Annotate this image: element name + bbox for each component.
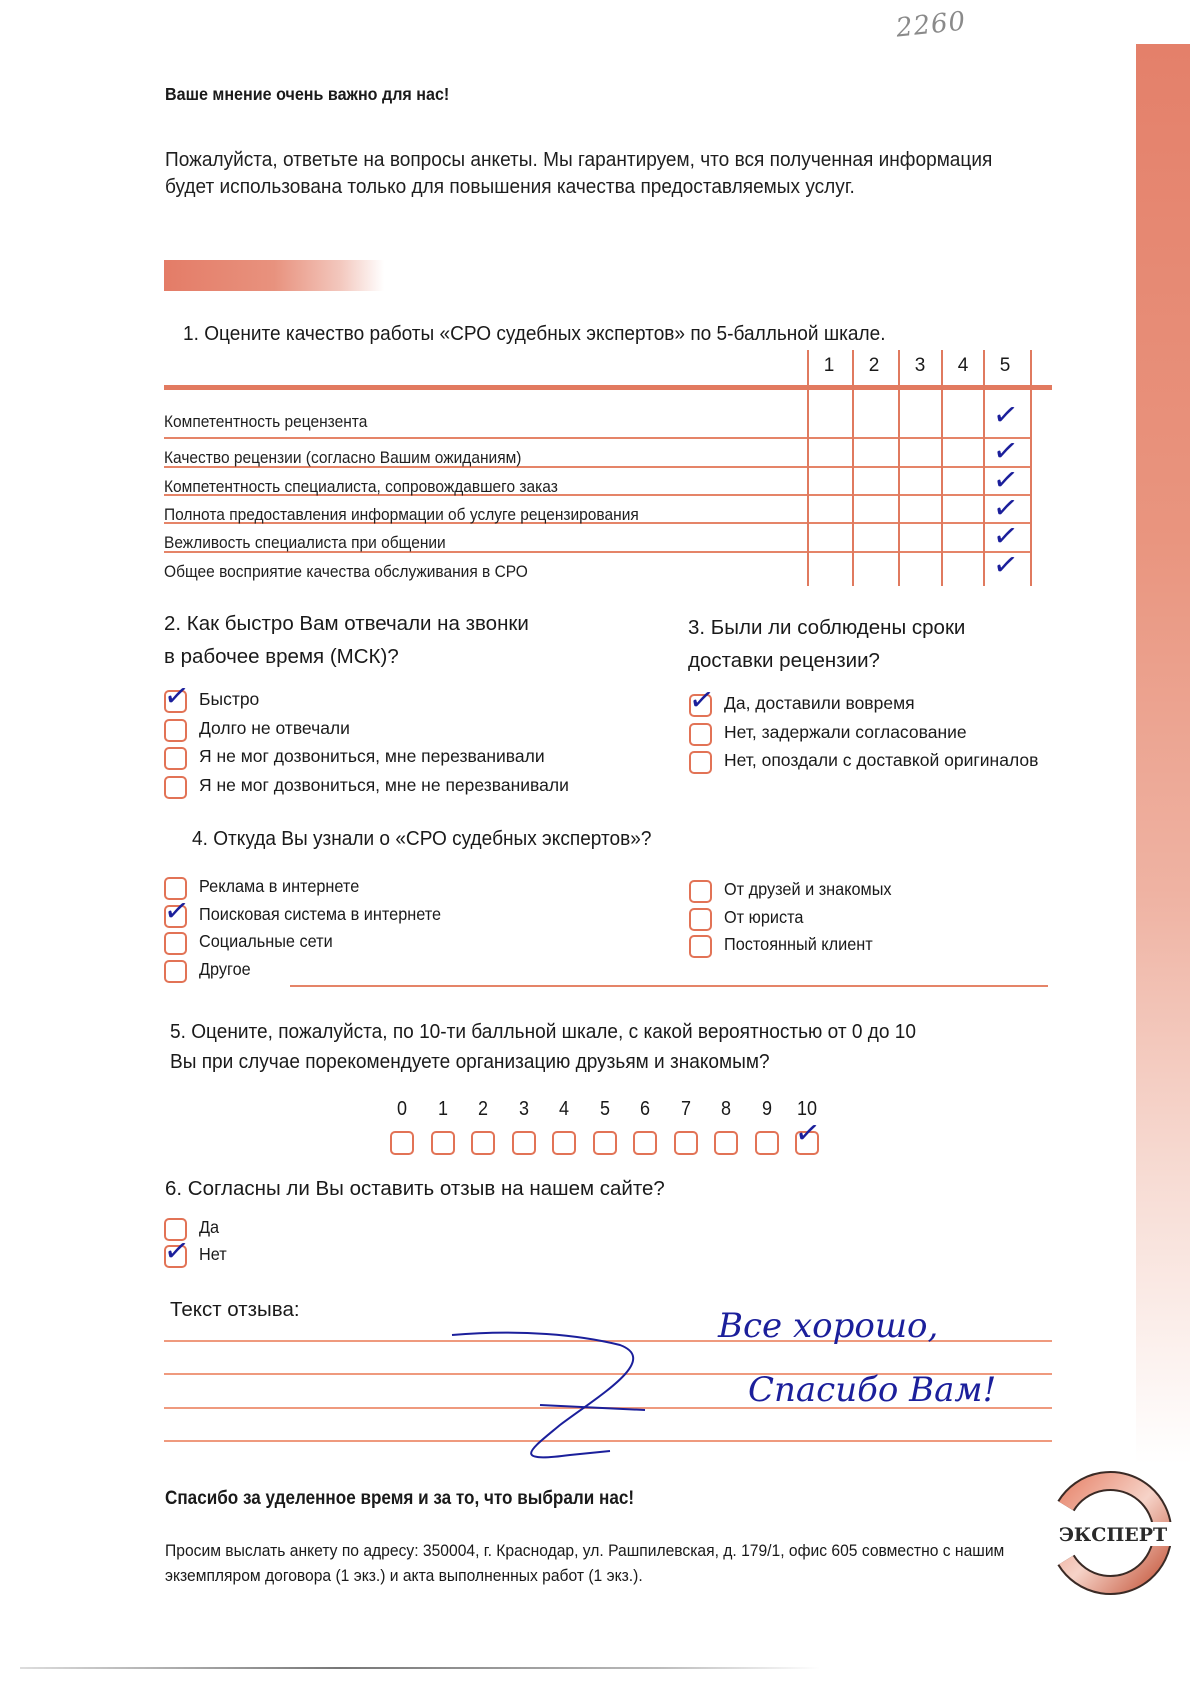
option-label: Быстро [199,689,260,709]
scale-label-9: 9 [761,1098,772,1120]
checkbox[interactable] [164,719,187,742]
scale-checkbox-0[interactable] [390,1131,414,1155]
rating-cell-2[interactable] [854,498,896,526]
decorative-side-bar [1136,44,1190,1464]
rating-cell-1[interactable] [809,526,851,554]
checkbox[interactable] [164,747,187,770]
scale-label-4: 4 [558,1098,570,1120]
handwritten-folio-number: 2260 [894,6,968,44]
scale-checkbox-5[interactable] [593,1131,617,1155]
option-label: Социальные сети [199,931,333,951]
check-mark-icon: ✓ [990,396,1021,435]
scale-header-5: 5 [999,355,1011,376]
scale-header-1: 1 [823,355,835,376]
rating-cell-2[interactable] [854,441,896,469]
rating-cell-4[interactable] [943,405,985,433]
handwritten-strikeout-z [440,1315,670,1465]
rating-cell-4[interactable] [943,498,985,526]
rating-row-label: Вежливость специалиста при общении [164,534,446,552]
bottom-scan-edge [20,1667,820,1669]
scale-header-3: 3 [914,355,926,376]
checkbox[interactable] [161,891,192,931]
page-heading: Ваше мнение очень важно для нас! [165,84,450,104]
option-label: Нет, задержали согласование [724,721,967,742]
check-mark-icon: ✓ [990,517,1021,556]
review-label: Текст отзыва: [170,1298,300,1321]
q5-title-line2: Вы при случае порекомендуете организацию друзьям и знакомым? [170,1050,770,1073]
option-label: Я не мог дозвониться, мне перезванивали [199,746,545,766]
checkbox[interactable] [689,880,712,903]
scale-label-5: 5 [599,1098,610,1120]
checkbox[interactable] [686,681,717,720]
rating-cell-2[interactable] [854,526,896,554]
scale-label-3: 3 [518,1098,529,1120]
scale-label-2: 2 [477,1098,489,1120]
option-label: Нет, опоздали с доставкой оригиналов [724,750,1039,770]
rating-cell-4[interactable] [943,470,985,498]
q3-title-line1: 3. Были ли соблюдены сроки [688,616,966,639]
scale-label-1: 1 [437,1098,448,1120]
rating-cell-1[interactable] [809,555,851,583]
scale-checkbox-3[interactable] [512,1131,536,1155]
scale-checkbox-8[interactable] [714,1131,738,1155]
option-label: Да [199,1217,220,1237]
checkbox[interactable] [689,908,712,931]
q1-title: 1. Оцените качество работы «СРО судебных экспертов» по 5-балльной шкале. [183,322,886,345]
option-label: Долго не отвечали [199,717,350,738]
table-header-rule [164,385,1052,390]
checkbox[interactable] [164,960,187,983]
scale-label-0: 0 [396,1098,408,1120]
scale-checkbox-1[interactable] [431,1131,455,1155]
check-mark-icon: ✓ [990,461,1021,500]
q2-title-line2: в рабочее время (МСК)? [164,645,399,668]
handwritten-review-line2: Спасибо Вам! [748,1370,997,1410]
rating-cell-3[interactable] [900,405,942,433]
intro-paragraph: Пожалуйста, ответьте на вопросы анкеты. Мы гарантируем, что вся полученная информация будет использована только для повышения качества предоставляемых услуг. [165,148,993,198]
q4-title: 4. Откуда Вы узнали о «СРО судебных экспертов»? [192,827,652,850]
scale-checkbox-6[interactable] [633,1131,657,1155]
table-column-rule [1030,350,1032,586]
rating-cell-2[interactable] [854,555,896,583]
scale-checkbox-9[interactable] [755,1131,779,1155]
check-mark-icon: ✓ [792,1114,823,1153]
scale-header-4: 4 [957,355,969,376]
logo-text: ЭКСПЕРТ [1058,1524,1168,1546]
other-source-input-line[interactable] [290,985,1048,987]
expert-logo [1048,1468,1178,1598]
checkbox[interactable] [164,932,187,955]
rating-cell-3[interactable] [900,441,942,469]
scale-label-8: 8 [720,1098,732,1120]
rating-cell-5[interactable] [985,546,1027,585]
checkbox[interactable] [689,751,712,774]
rating-row-label: Компетентность специалиста, сопровождавшего заказ [164,478,558,496]
thanks-message: Спасибо за уделенное время и за то, что выбрали нас! [165,1488,635,1509]
checkbox[interactable] [689,935,712,958]
rating-cell-3[interactable] [900,470,942,498]
check-mark-icon: ✓ [990,489,1021,528]
rating-cell-1[interactable] [809,441,851,469]
handwritten-review-line1: Все хорошо, [718,1306,939,1346]
scale-header-2: 2 [868,355,880,376]
q3-title-line2: доставки рецензии? [688,649,880,672]
q6-title: 6. Согласны ли Вы оставить отзыв на нашем сайте? [165,1177,665,1200]
option-label: Я не мог дозвониться, мне не перезванивали [199,774,569,795]
table-row-rule [164,437,1032,439]
rating-cell-2[interactable] [854,405,896,433]
check-mark-icon: ✓ [161,677,192,716]
rating-cell-5[interactable] [985,396,1027,435]
check-mark-icon: ✓ [990,546,1021,585]
check-mark-icon: ✓ [686,681,717,720]
checkbox[interactable] [161,1232,192,1271]
rating-row-label: Полнота предоставления информации об услуге рецензирования [164,506,639,524]
scale-checkbox-4[interactable] [552,1131,576,1155]
q2-title-line1: 2. Как быстро Вам отвечали на звонки [164,612,529,635]
rating-cell-3[interactable] [900,555,942,583]
decorative-accent-bar [164,260,384,291]
check-mark-icon: ✓ [990,432,1021,471]
rating-cell-4[interactable] [943,441,985,469]
option-label: Другое [199,958,251,979]
option-label: От юриста [724,906,804,927]
check-mark-icon: ✓ [161,891,192,931]
rating-cell-3[interactable] [900,498,942,526]
scale-label-10: 10 [796,1098,818,1120]
option-label: Постоянный клиент [724,934,873,954]
q5-title-line1: 5. Оцените, пожалуйста, по 10-ти балльной шкале, с какой вероятностью от 0 до 10 [170,1020,916,1043]
mailing-address: Просим выслать анкету по адресу: 350004, г. Краснодар, ул. Рашпилевская, д. 179/1, офис 605 совместно с нашим экземпляром договора (1 экз.) и акта выполненных работ (1 экз.). [165,1541,1005,1585]
rating-cell-4[interactable] [943,526,985,554]
rating-cell-2[interactable] [854,470,896,498]
rating-cell-4[interactable] [943,555,985,583]
option-label: Да, доставили вовремя [724,693,915,713]
rating-cell-1[interactable] [809,470,851,498]
scale-label-7: 7 [680,1098,691,1120]
scale-checkbox-2[interactable] [471,1131,495,1155]
check-mark-icon: ✓ [161,1232,192,1271]
checkbox[interactable] [164,776,187,799]
rating-row-label: Общее восприятие качества обслуживания в СРО [164,563,528,581]
option-label: Поисковая система в интернете [199,903,442,924]
checkbox[interactable] [161,677,192,716]
rating-row-label: Качество рецензии (согласно Вашим ожиданиям) [164,449,522,467]
scale-checkbox-7[interactable] [674,1131,698,1155]
option-label: Нет [199,1244,227,1264]
rating-cell-1[interactable] [809,405,851,433]
rating-row-label: Компетентность рецензента [164,413,368,431]
scale-label-6: 6 [639,1098,651,1120]
rating-cell-1[interactable] [809,498,851,526]
option-label: Реклама в интернете [199,876,360,896]
scale-checkbox-10[interactable] [792,1114,823,1155]
rating-cell-3[interactable] [900,526,942,554]
checkbox[interactable] [689,723,712,746]
option-label: От друзей и знакомых [724,879,892,899]
